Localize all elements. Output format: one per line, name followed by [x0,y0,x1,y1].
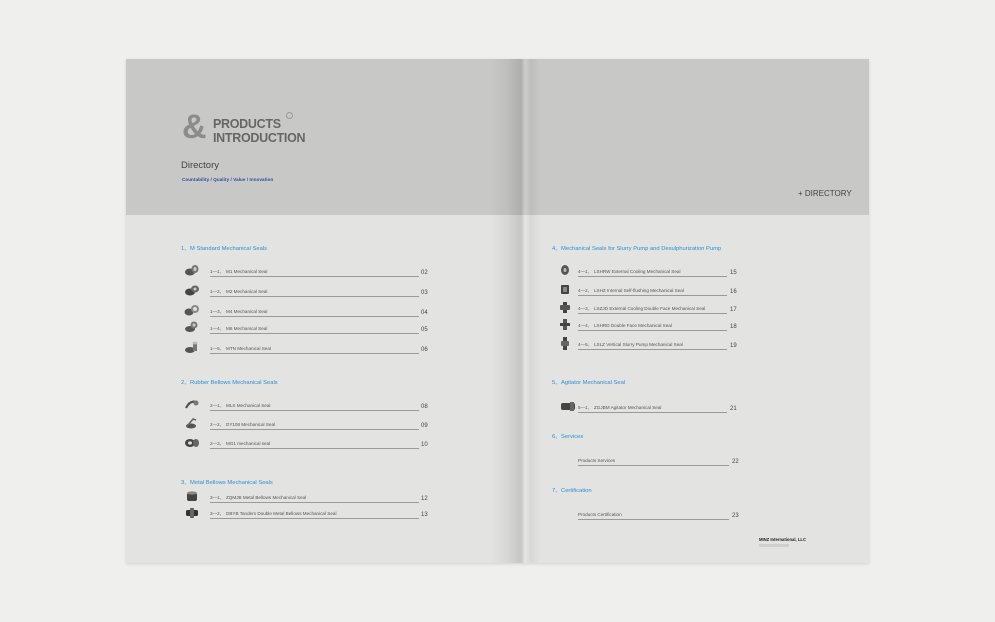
leader-line [578,465,729,466]
entry-name: MLS Mechanical Seal [226,403,271,408]
entry-name: DY108 Mechanical Seal [226,422,276,427]
section-heading: 3、Metal Bellows Mechanical Seals [181,480,273,486]
entry-page: 21 [730,406,737,412]
entry-code: 2—3、 [210,441,225,446]
entry-name: MG1 mechanical seal [226,441,271,446]
entry-name: M1 Mechanical Seal [226,269,268,274]
seal-icon [558,301,574,314]
section-heading: 4、Mechanical Seals for Slurry Pump and Desulphurization Pump [552,246,722,252]
entry-code: 4—1、 [578,269,593,274]
entry-name: Products Certification [578,512,622,517]
entry-code: 4—2、 [578,288,593,293]
leader-line [578,412,727,413]
leader-line [210,502,419,503]
entry-name: ZGJBM Agitator Mechanical Seal [594,405,662,410]
tagline: Countability / Quality / Value / Innovation [182,177,274,182]
entry-name: MTN Mechanical Seal [226,346,271,351]
leader-line [210,410,419,411]
seal-icon [560,400,576,413]
entry-code: 1—3、 [210,309,225,314]
seal-icon [558,283,574,296]
leader-line [578,276,727,277]
entry-name: M6 Mechanical Seal [226,326,268,331]
seal-icon [558,318,574,331]
entry-page: 09 [421,423,428,429]
entry-code: 4—4、 [578,323,593,328]
entry-page: 06 [421,347,428,353]
entry-code: 1—1、 [210,269,225,274]
leader-line [210,353,419,354]
directory-heading: Directory [181,160,220,171]
leader-line [578,330,727,331]
seal-icon [184,506,200,519]
entry-code: 5—1、 [578,405,593,410]
leader-line [210,518,419,519]
leader-line [578,295,727,296]
company-website-bar [759,544,789,547]
brochure-spread [126,59,869,563]
entry-page: 02 [421,270,428,276]
seal-icon [184,284,200,297]
leader-line [578,519,729,520]
seal-icon [184,436,200,449]
entry-name: M4 Mechanical Seal [226,309,268,314]
seal-icon [184,490,200,503]
title-line1: PRODUCTS [213,117,281,131]
entry-page: 18 [730,324,737,330]
seal-icon [558,337,574,350]
entry-name: M2 Mechanical Seal [226,289,268,294]
registered-mark-icon [286,112,293,119]
entry-code: 1—5、 [210,346,225,351]
seal-icon [184,321,200,334]
entry-name: Products Services [578,458,616,463]
leader-line [210,333,419,334]
entry-name: DBYB Tandem Double Metal Bellows Mechanical Seal [226,511,337,516]
entry-page: 17 [730,307,737,313]
entry-page: 13 [421,512,428,518]
company-name: MINZ International, LLC [759,537,806,542]
entry-name: LSHRW External Cooling Mechanical Seal [594,269,681,274]
entry-page: 12 [421,496,428,502]
title-line2: INTRODUCTION [213,131,306,145]
entry-page: 04 [421,310,428,316]
section-heading: 6、Services [552,434,584,440]
seal-icon [184,264,200,277]
leader-line [210,316,419,317]
entry-page: 23 [732,513,739,519]
leader-line [578,313,727,314]
seal-icon [184,341,200,354]
entry-code: 2—1、 [210,403,225,408]
seal-icon [184,398,200,411]
seal-icon [184,417,200,430]
leader-line [210,276,419,277]
page-gutter-shadow [490,59,540,563]
directory-label-right: + DIRECTORY [798,189,852,198]
section-heading: 2、Rubber Bellows Mechanical Seals [181,380,278,386]
entry-code: 4—5、 [578,342,593,347]
entry-code: 3—2、 [210,511,225,516]
entry-page: 19 [730,343,737,349]
entry-code: 1—4、 [210,326,225,331]
entry-name: LSHRD Double Face Mechanical Seal [594,323,672,328]
section-heading: 5、Agitator Mechanical Seal [552,380,626,386]
seal-icon [184,304,200,317]
entry-code: 3—1、 [210,495,225,500]
ampersand-logo: & [182,108,206,146]
entry-name: LSLZ Vertical Slurry Pump Mechanical Seal [594,342,683,347]
entry-page: 22 [732,459,739,465]
leader-line [210,296,419,297]
section-heading: 1、M Standard Mechanical Seals [181,246,268,252]
seal-icon [558,264,574,277]
section-heading: 7、Certification [552,488,592,494]
entry-page: 03 [421,290,428,296]
entry-page: 08 [421,404,428,410]
leader-line [578,349,727,350]
entry-code: 4—3、 [578,306,593,311]
entry-page: 15 [730,270,737,276]
entry-page: 05 [421,327,428,333]
entry-page: 16 [730,289,737,295]
entry-code: 2—2、 [210,422,225,427]
entry-page: 10 [421,442,428,448]
entry-name: LSZJD External Cooling Double Face Mechanical Seal [594,306,706,311]
entry-code: 1—2、 [210,289,225,294]
entry-name: LSHZ Internal Self-flushing Mechanical Seal [594,288,684,293]
leader-line [210,448,419,449]
leader-line [210,429,419,430]
entry-name: ZQMJB Metal Bellows Mechanical Seal [226,495,307,500]
